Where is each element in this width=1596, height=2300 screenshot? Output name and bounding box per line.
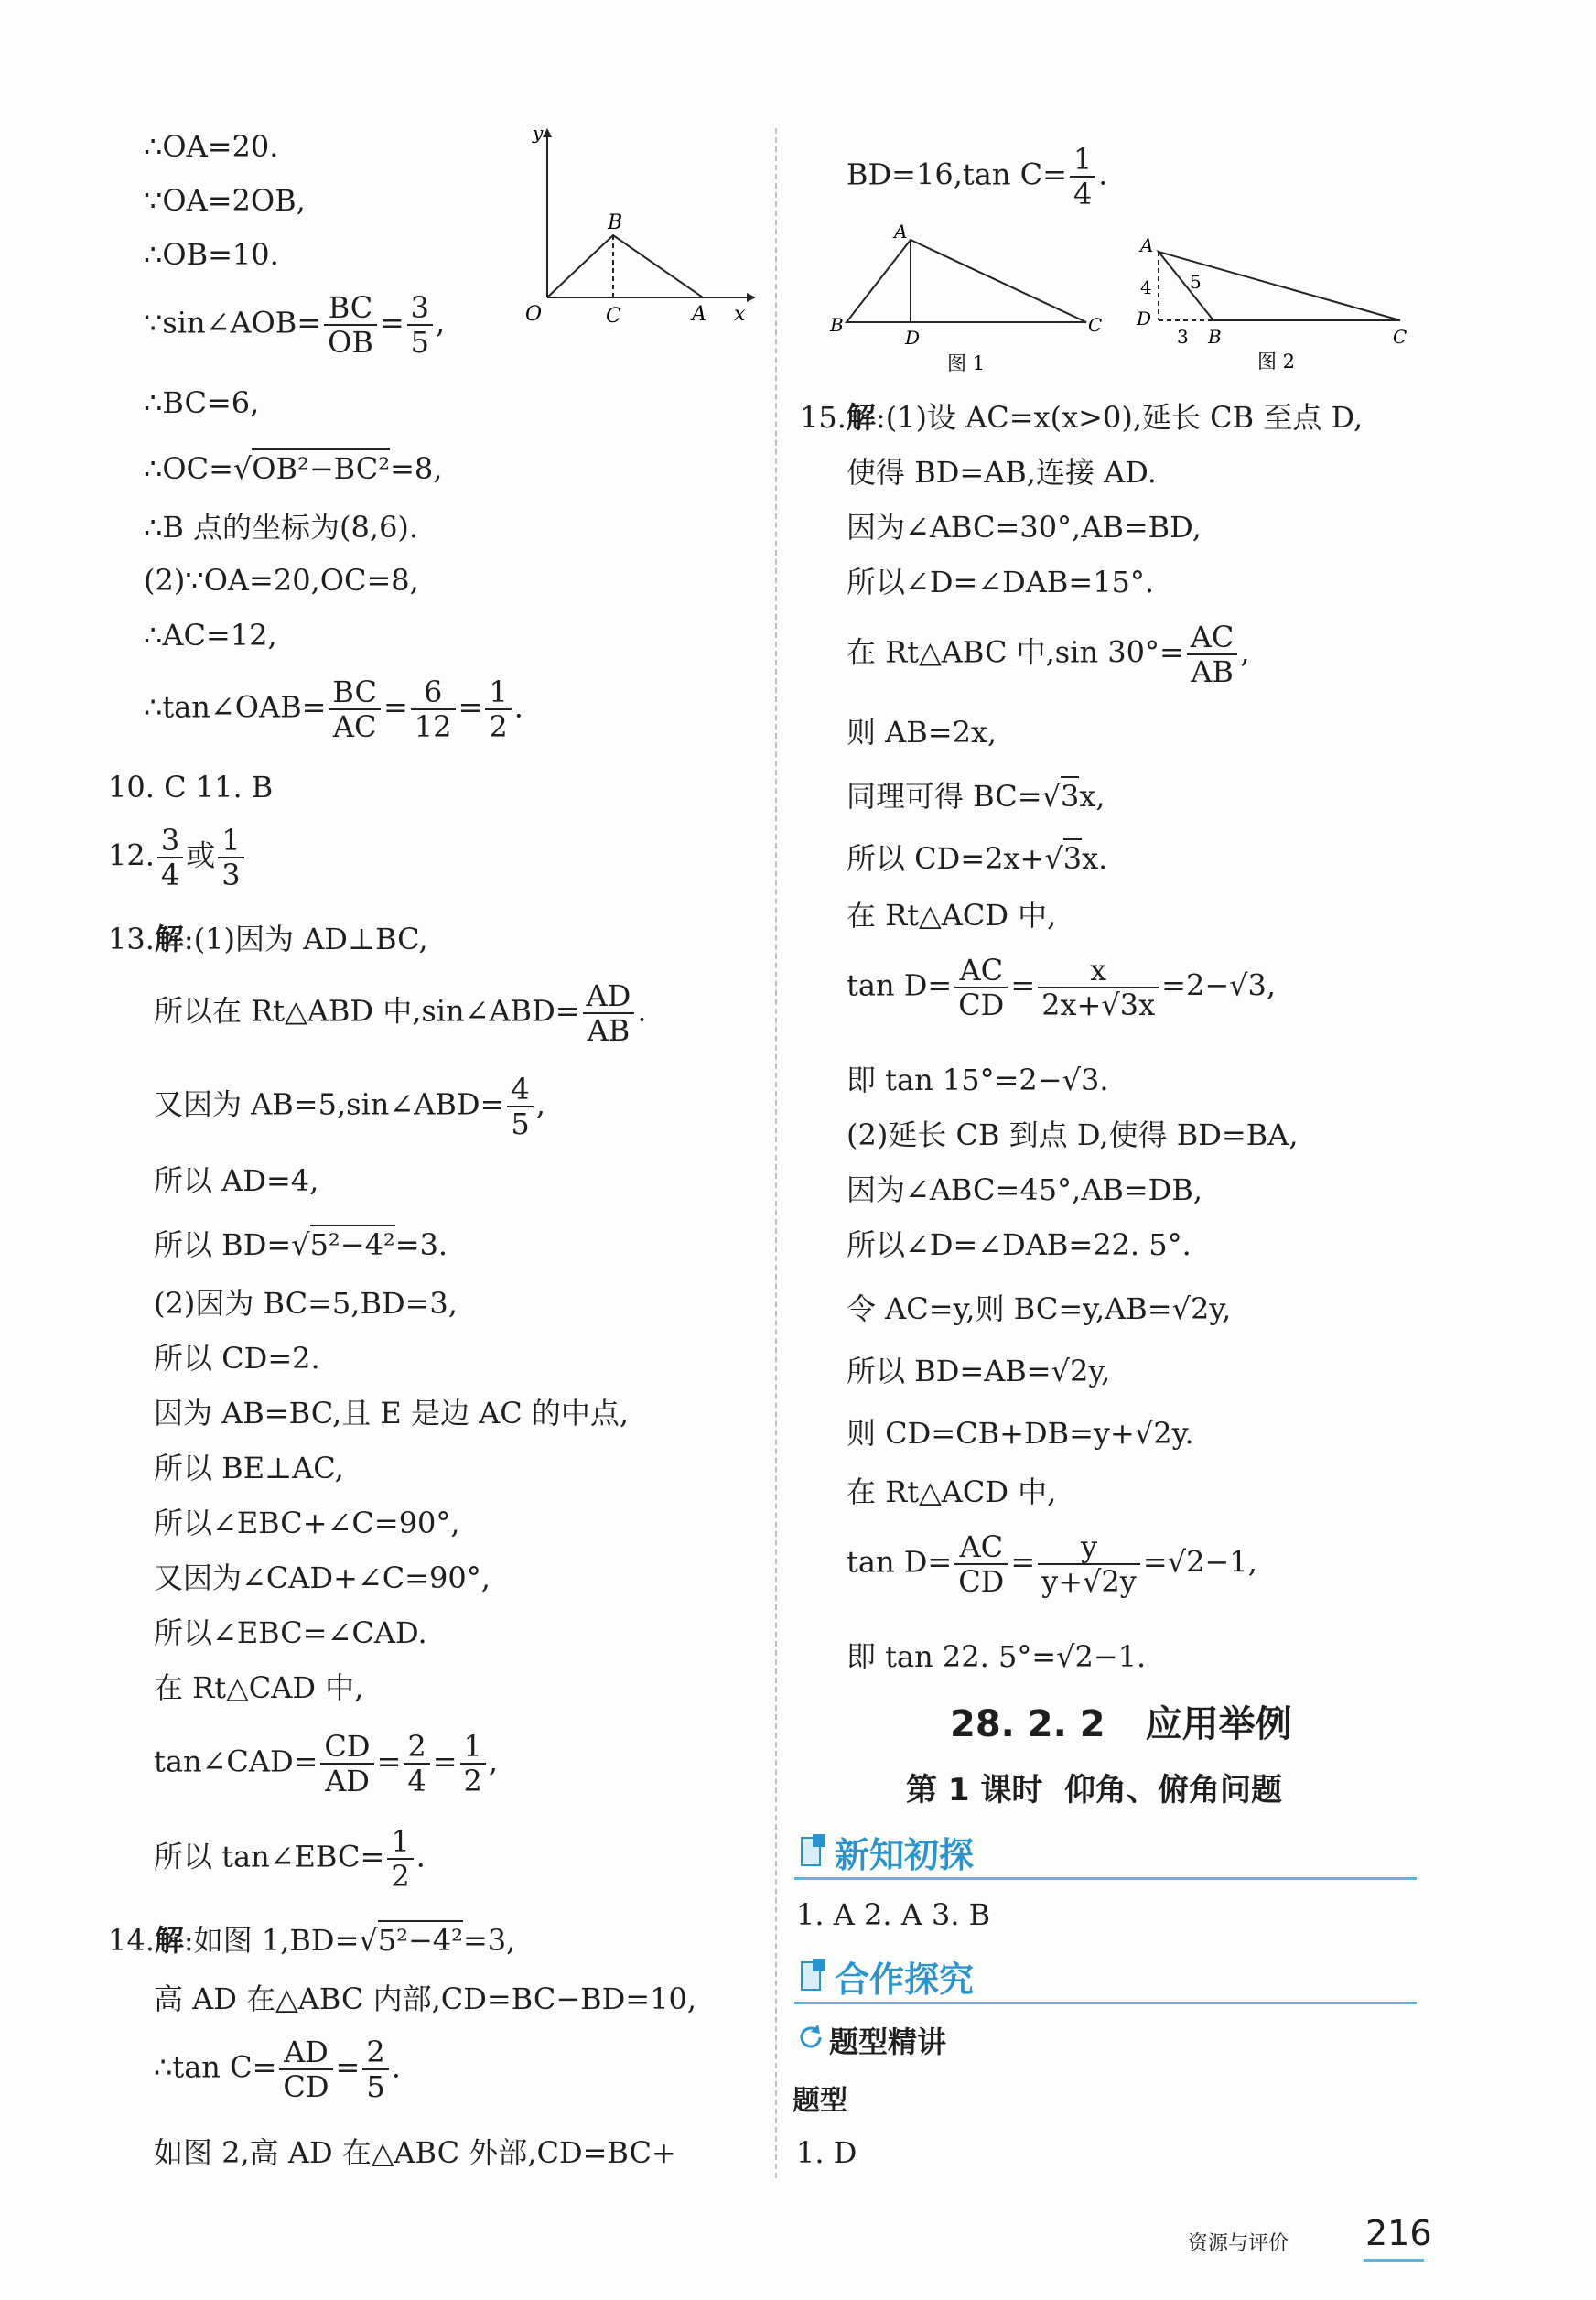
formula-line: 所以 BD=√5²−4²=3. (154, 1226, 448, 1263)
svg-text:B: B (1208, 326, 1222, 348)
text-line: ∴OB=10. (144, 237, 279, 272)
subsection-label: 题型 (793, 2085, 847, 2117)
text-line: ∴BC=6, (144, 385, 260, 420)
section-band-1: 新知初探 (794, 1823, 1417, 1880)
text-line: 则 AB=2x, (847, 715, 998, 750)
refresh-icon (796, 2023, 825, 2052)
svg-text:5: 5 (1190, 271, 1202, 293)
text-line: 因为∠ABC=30°,AB=BD, (847, 510, 1202, 545)
footer-label: 资源与评价 (1188, 2232, 1289, 2255)
formula-line: ∴tan C= $\frac{AD}{CD}$ = $\frac{2}{5}$ . (154, 2035, 401, 2104)
formula-line: 在 Rt△ABC 中,sin 30°= $\frac{AC}{AB}$ , (847, 620, 1250, 689)
coordinate-figure (520, 119, 767, 329)
column-divider (775, 128, 777, 2178)
text-line: 即 tan 15°=2−√3. (847, 1063, 1109, 1097)
formula-line: ∴OC=√OB²−BC²=8, (144, 450, 442, 487)
subsection-heading: 题型精讲 (829, 2025, 947, 2059)
page-number: 216 (1365, 2213, 1432, 2253)
svg-text:4: 4 (1140, 276, 1152, 298)
text-line: 使得 BD=AB,连接 AD. (847, 455, 1157, 490)
text-line: 所以∠EBC+∠C=90°, (154, 1506, 460, 1540)
formula-line: tan∠CAD= $\frac{CD}{AD}$ = $\frac{2}{4}$ = $\frac{1}{2}$ , (154, 1729, 499, 1798)
formula-line: 所以 CD=2x+√3x. (847, 840, 1107, 877)
formula-line: 同理可得 BC=√3x, (847, 778, 1105, 815)
text-line: (2)∵OA=20,OC=8, (144, 563, 419, 598)
text-line: 所以 CD=2. (154, 1341, 320, 1376)
puzzle-icon (798, 1957, 829, 1993)
text-line: (2)因为 BC=5,BD=3, (154, 1286, 458, 1321)
figure-2-caption: 图 2 (1257, 351, 1296, 371)
text-line: 所以∠D=∠DAB=22. 5°. (847, 1227, 1192, 1262)
text-line: 如图 2,高 AD 在△ABC 外部,CD=BC+ (154, 2135, 676, 2170)
formula-line: ∵sin∠AOB= $\frac{BC}{OB}$ = $\frac{3}{5}$ , (144, 290, 446, 360)
text-line: 所以 AD=4, (154, 1163, 319, 1198)
svg-text:A: A (692, 303, 706, 326)
text-line: 所以∠EBC=∠CAD. (154, 1615, 427, 1650)
svg-text:C: C (1088, 314, 1103, 336)
formula-line: ∴tan∠OAB= $\frac{BC}{AC}$ = $\frac{6}{12}$ = $\frac{1}{2}$ . (144, 675, 523, 744)
text-line: ∴AC=12, (144, 618, 277, 653)
svg-text:D: D (1137, 308, 1152, 329)
formula-line: BD=16,tan C= $\frac{1}{4}$ . (847, 142, 1108, 211)
section-band-2: 合作探究 (794, 1948, 1417, 2004)
text-line: 所以 BE⊥AC, (154, 1451, 344, 1485)
svg-text:B: B (608, 211, 623, 234)
formula-line: tan D= $\frac{AC}{CD}$ = $\frac{y}{y+√2y}$ =√2−1, (847, 1529, 1257, 1599)
text-line: 在 Rt△ACD 中, (847, 898, 1057, 933)
svg-text:A: A (1140, 234, 1154, 256)
problem-14-header: 14.解:如图 1,BD=√5²−4²=3, (108, 1922, 515, 1959)
answer-line: 1. A 2. A 3. B (796, 1897, 991, 1932)
svg-text:3: 3 (1177, 326, 1189, 348)
svg-text:O: O (525, 303, 543, 326)
formula-line: 又因为 AB=5,sin∠ABD= $\frac{4}{5}$ , (154, 1072, 545, 1141)
text-line: 在 Rt△CAD 中, (154, 1670, 364, 1705)
svg-text:B: B (830, 314, 844, 336)
text-line: 因为∠ABC=45°,AB=DB, (847, 1172, 1203, 1207)
triangle-figure-2 (1126, 224, 1428, 371)
triangle-figure-1 (828, 220, 1112, 375)
svg-text:y: y (533, 122, 544, 144)
formula-line: 所以在 Rt△ABD 中,sin∠ABD= $\frac{AD}{AB}$ . (154, 978, 647, 1048)
problem-13-header: 13.解:(1)因为 AD⊥BC, (108, 922, 428, 956)
formula-line: 所以 tan∠EBC= $\frac{1}{2}$ . (154, 1824, 426, 1894)
text-line: ∵OA=2OB, (144, 183, 306, 218)
page-number-underline (1364, 2259, 1424, 2262)
text-line: 所以 BD=AB=√2y, (847, 1354, 1111, 1388)
svg-text:C: C (606, 305, 621, 328)
svg-text:D: D (905, 327, 921, 349)
answer-line: 10. C 11. B (108, 770, 274, 804)
text-line: 则 CD=CB+DB=y+√2y. (847, 1416, 1194, 1451)
problem-15-header: 15.解:(1)设 AC=x(x>0),延长 CB 至点 D, (800, 400, 1364, 435)
text-line: (2)延长 CB 到点 D,使得 BD=BA, (847, 1118, 1299, 1152)
answer-line: 12. $\frac{3}{4}$ 或 $\frac{1}{3}$ (108, 824, 247, 891)
text-line: 又因为∠CAD+∠C=90°, (154, 1560, 491, 1595)
formula-line: tan D= $\frac{AC}{CD}$ = $\frac{x}{2x+√3x}$ =2−√3, (847, 953, 1277, 1022)
svg-text:C: C (1393, 326, 1407, 348)
svg-text:A: A (894, 221, 908, 243)
text-line: ∴B 点的坐标为(8,6). (144, 510, 419, 545)
puzzle-icon (798, 1832, 829, 1869)
svg-text:x: x (734, 303, 746, 326)
text-line: 所以∠D=∠DAB=15°. (847, 565, 1155, 599)
text-line: 因为 AB=BC,且 E 是边 AC 的中点, (154, 1396, 630, 1431)
figure-1-caption: 图 1 (947, 352, 986, 374)
answer-line: 1. D (796, 2135, 857, 2170)
lesson-heading: 第 1 课时 仰角、俯角问题 (906, 1772, 1283, 1809)
text-line: ∴OA=20. (144, 129, 279, 164)
text-line: 即 tan 22. 5°=√2−1. (847, 1639, 1147, 1674)
text-line: 令 AC=y,则 BC=y,AB=√2y, (847, 1291, 1232, 1326)
text-line: 高 AD 在△ABC 内部,CD=BC−BD=10, (154, 1981, 697, 2016)
section-heading: 28. 2. 2 应用举例 (950, 1703, 1292, 1745)
text-line: 在 Rt△ACD 中, (847, 1474, 1057, 1509)
